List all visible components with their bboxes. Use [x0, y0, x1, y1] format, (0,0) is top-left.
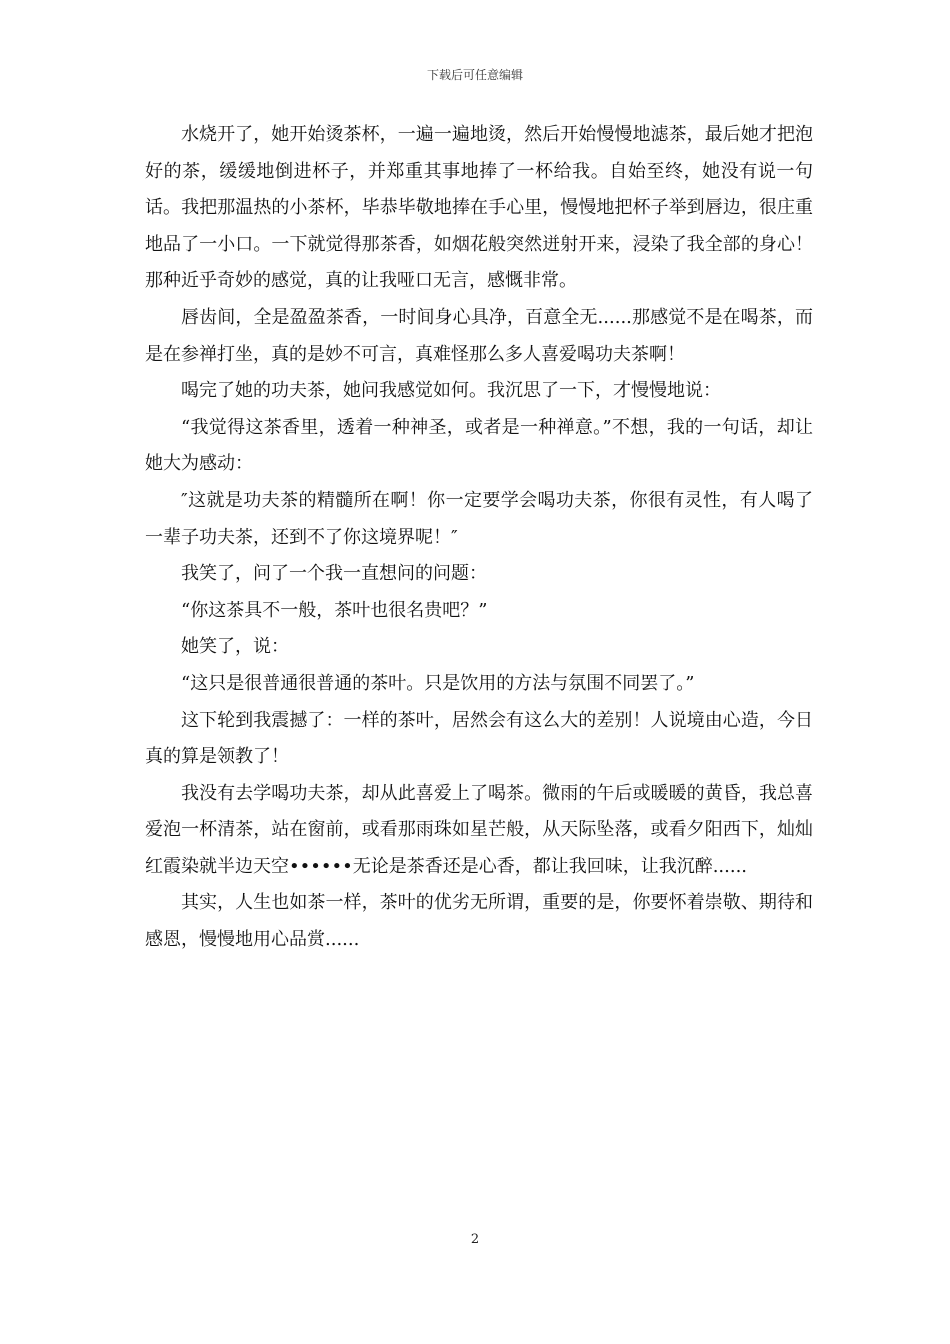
paragraph-11: 我没有去学喝功夫茶，却从此喜爱上了喝茶。微雨的午后或暖暖的黄昏，我总喜爱泡一杯清茶，站在窗前，或看那雨珠如星芒般，从天际坠落，或看夕阳西下，灿灿红霞染就半边天空••••••无论是茶香还是心香，都让我回味，让我沉醉......	[145, 782, 813, 877]
paragraph-5: ″这就是功夫茶的精髓所在啊！你一定要学会喝功夫茶，你很有灵性，有人喝了一辈子功夫茶，还到不了你这境界呢！″	[145, 489, 813, 548]
paragraph-10: 这下轮到我震撼了：一样的茶叶，居然会有这么大的差别！人说境由心造，今日真的算是领教了！	[145, 709, 813, 768]
page-header: 下载后可任意编辑	[426, 68, 523, 82]
paragraph-8: 她笑了，说：	[181, 636, 289, 658]
paragraph-2: 唇齿间，全是盈盈茶香，一时间身心具净，百意全无......那感觉不是在喝茶，而是在参禅打坐，真的是妙不可言，真难怪那么多人喜爱喝功夫茶啊！	[145, 306, 813, 365]
paragraph-7: “你这茶具不一般，茶叶也很名贵吧？”	[181, 599, 488, 621]
article-body	[145, 117, 813, 959]
page-number: 2	[470, 1232, 480, 1247]
paragraph-4: “我觉得这茶香里，透着一种神圣，或者是一种禅意。”不想，我的一句话，却让她大为感动：	[145, 416, 813, 475]
paragraph-9: “这只是很普通很普通的茶叶。只是饮用的方法与氛围不同罢了。”	[181, 672, 695, 694]
paragraph-3: 喝完了她的功夫茶，她问我感觉如何。我沉思了一下，才慢慢地说：	[181, 380, 721, 402]
paragraph-6: 我笑了，问了一个我一直想问的问题：	[181, 563, 487, 585]
paragraph-1: 水烧开了，她开始烫茶杯，一遍一遍地烫，然后开始慢慢地滤茶，最后她才把泡好的茶，缓缓地倒进杯子，并郑重其事地捧了一杯给我。自始至终，她没有说一句话。我把那温热的小茶杯，毕恭毕敬地捧在手心里，慢慢地把杯子举到唇边，很庄重地品了一小口。一下就觉得那茶香，如烟花般突然迸射开来，浸染了我全部的身心！那种近乎奇妙的感觉，真的让我哑口无言，感慨非常。	[145, 124, 813, 292]
paragraph-12: 其实，人生也如茶一样，茶叶的优劣无所谓，重要的是，你要怀着崇敬、期待和感恩，慢慢地用心品赏......	[145, 892, 813, 951]
